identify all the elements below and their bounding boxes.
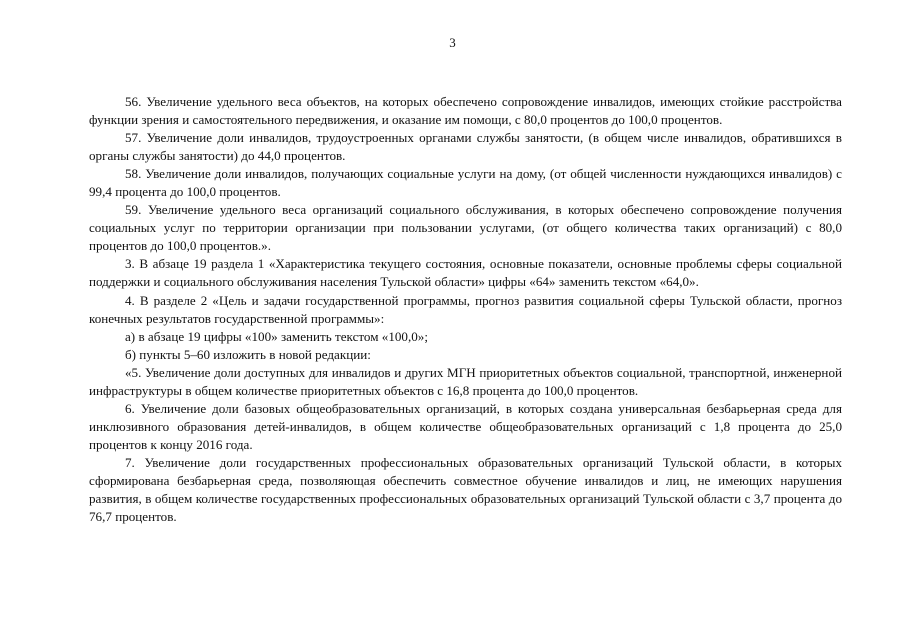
paragraph-item-58: 58. Увеличение доли инвалидов, получающих социальные услуги на дому, (от общей численности нуждающихся инвалидов) с 99,4 процента до 100,0 процентов. [89, 166, 842, 200]
paragraph-item-6: 6. Увеличение доли базовых общеобразовательных организаций, в которых создана универсальная безбарьерная среда для инклюзивного образования детей-инвалидов, в общем количестве общеобразовательных организаций с 1,8 процента до 25,0 процентов к концу 2016 года. [89, 400, 842, 452]
paragraph-amendment-4: 4. В разделе 2 «Цель и задачи государственной программы, прогноз развития социальной сферы Тульской области, прогноз конечных результатов государственной программы»: [89, 292, 842, 326]
paragraph-item-57: 57. Увеличение доли инвалидов, трудоустроенных органами службы занятости, (в общем числе инвалидов, обратившихся в органы службы занятости) до 44,0 процентов. [89, 130, 842, 164]
paragraph-item-7: 7. Увеличение доли государственных профессиональных образовательных организаций Тульской области, в которых сформирована безбарьерная среда, позволяющая обеспечить совместное обучение инвалидов и лиц, не имеющих нарушения развития, в общем количестве государственных профессиональных образовательных организаций Тульской области с 3,7 процента до 76,7 процентов. [89, 454, 842, 525]
page-number: 3 [449, 35, 456, 50]
paragraph-item-5: «5. Увеличение доли доступных для инвалидов и других МГН приоритетных объектов социальной, транспортной, инженерной инфраструктуры в общем количестве приоритетных объектов с 16,8 процента до 100,0 процентов. [89, 364, 842, 398]
paragraph-subitem-a: а) в абзаце 19 цифры «100» заменить текстом «100,0»; [125, 328, 428, 344]
document-body [89, 93, 842, 526]
paragraph-amendment-3: 3. В абзаце 19 раздела 1 «Характеристика текущего состояния, основные показатели, основные проблемы сферы социальной поддержки и социального обслуживания населения Тульской области» цифры «64» заменить текстом «64,0». [89, 256, 842, 290]
paragraph-subitem-b: б) пункты 5–60 изложить в новой редакции: [125, 346, 371, 362]
paragraph-item-56: 56. Увеличение удельного веса объектов, на которых обеспечено сопровождение инвалидов, имеющих стойкие расстройства функции зрения и самостоятельного передвижения, и оказание им помощи, с 80,0 процентов до 100,0 процентов. [89, 94, 842, 128]
paragraph-item-59: 59. Увеличение удельного веса организаций социального обслуживания, в которых обеспечено сопровождение получения социальных услуг по территории организации при пользовании услугами, (от общего количества таких организаций) с 80,0 процентов до 100,0 процентов.». [89, 202, 842, 254]
